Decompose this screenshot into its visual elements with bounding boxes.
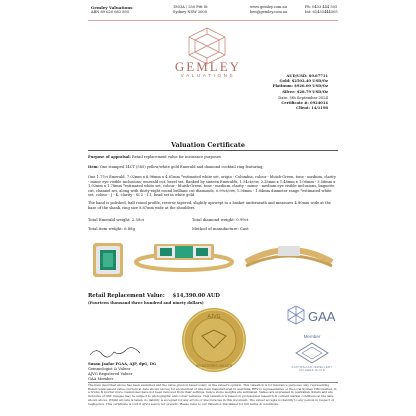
gold-price: Gold: $2502.40 USD/Oz [279,79,328,84]
purpose-text: Retail replacement value for insurance purposes [130,155,221,159]
manufacture-method: Method of manufacture: Cast [192,226,249,231]
ring-photo-side [240,232,338,272]
address-line2: Sydney NSW 2000 [173,10,207,15]
rates-block [268,74,328,111]
header-phone [305,5,338,15]
item-label: Item: [88,165,99,169]
purpose-line [88,155,338,160]
certificate-number: Certificate #: 0924014 [281,101,328,106]
item-weight: Total item weight: 6.88g [88,226,136,231]
item-text: One stamped 14CT (585) yellow/white gold Emerald and diamond cocktail ring featuring; [98,165,264,169]
int-phone-number: Int: 61433444505 [305,10,338,15]
company-abn: ABN 69 620 682 895 [91,10,130,15]
website-link[interactable]: www.gemley.com.au [250,5,287,9]
email-link[interactable]: ben@gemley.com.au [250,10,288,15]
retail-value-label: Retail Replacement Value: [88,293,165,299]
platinum-price: Platinum: $926.00 USD/Oz [272,84,328,89]
footer-disclaimer: The item described above has been examined and the value given is based solely on the valuer's opinion. This valuation is for insurance purposes only, representing Retail replacement value (current at date shown above) for an identical or like item manufactured in Australia. RRV is representative of the local Sydney CBD market, in a bricks & mortar store. Gemstones have not been removed from their settings, hence stone weights are estimated. Values are expressed in Australian dollars and are inclusive of GST. Images may be subject to photographic and colour variance. This valuation is based on professional research & current market conditions at the date shown above. Whilst all care is taken, no liability is accepted for any errors or inaccuracies in this document. The valuer accepts no liability to any person in respect of negligence. This certificate is void if AJVG seal is not present. Please refer to our Valuation Disclaimer for full terms & conditions. [88,383,337,406]
signer-title-3: GAA Member [88,377,114,381]
signer-title-1: Gemmologist & Valuer [88,367,131,371]
header-divider [88,20,338,21]
header-company [91,5,133,15]
client-number: Client: 14/1198 [296,106,328,111]
logo-subtitle: VALUATIONS [180,73,236,78]
ring-photo-front [132,232,236,272]
ajv-caption: AUSTRALIAN JEWELLERY VALUERS GUILD [291,365,333,373]
gaa-letters: GAA [308,309,336,324]
signature [88,346,158,358]
company-name: Gemley Valuations [91,5,133,10]
header-address [173,5,208,15]
ajv-logo [292,342,332,364]
purpose-label: Purpose of appraisal: [88,155,131,159]
gaa-logo [286,304,338,332]
signer-name: Susan Jaafar FGAA, AJP, dpG, DG [88,362,157,366]
logo-wordmark: GEMLEY [174,59,242,74]
band-description: The band is polished, half round profile, reverse tapered, slightly upswept to a basket underneath and measures 4.80mm wide at the base of the shank, ring size 8.87mm wide at the shoulders. [88,201,331,210]
ring-photo-top [88,240,128,280]
address-line1: 1803A / 250 Pitt St [173,5,208,9]
certificate-date: Date: 5th September 2024 [278,95,328,100]
retail-value-words: (Fourteen thousand three hundred and ninety dollars) [88,300,204,305]
title-divider [88,150,338,151]
aud-usd-rate: AUD/USD: $0.67711 [286,74,328,78]
retail-value-amount: $14,390.00 AUD [172,293,220,299]
item-description: One 1.77ct Emerald, 7.02mm x 6.96mm x 4.61mm *estimated white set, origin - Columbia, colour - bluish-Green, tone - medium, clarity - minor eye visible inclusions; emerald cut, bezel set, flanked by sixteen Emeralds, 1.54ct/ctw, 2.28mm x 1.48mm x 1.06mm - 3.56mm x 1.92mm x 1.78mm *estimated white set, colour - bluish-Green, tone - medium, clarity - minor - medium eye visible inclusions, baguette cut, channel set, along with thirty-eight round brilliant cut diamonds, 0.99ct/ctw, 1.56mm - 1.84mm diameter range *estimated white set, colour - J - K, clarity - SI 2 - I 1, bead set in white gold. [88,175,336,198]
page-title: Valuation Certificate [171,141,245,149]
seal-top-text: AJVG [207,314,221,320]
signer-block [88,362,156,382]
header-web [250,5,287,15]
silver-price: Silver: $28.79 USD/Oz [282,89,328,94]
gemley-logo [149,25,265,91]
phone-number: Ph: 0433 444 505 [305,5,338,9]
retail-value [88,293,220,299]
ajvg-seal [180,306,248,374]
diamond-weight: Total diamond weight: 0.99ct [192,217,249,222]
signer-title-2: AJVG Registered Valuer [88,372,133,376]
item-line [88,165,338,170]
emerald-weight: Total Emerald weight: 2.59ct [88,217,144,222]
seal-bottom-text: REGISTERED VALUER [195,364,233,368]
gaa-member-label: Member [303,334,321,339]
